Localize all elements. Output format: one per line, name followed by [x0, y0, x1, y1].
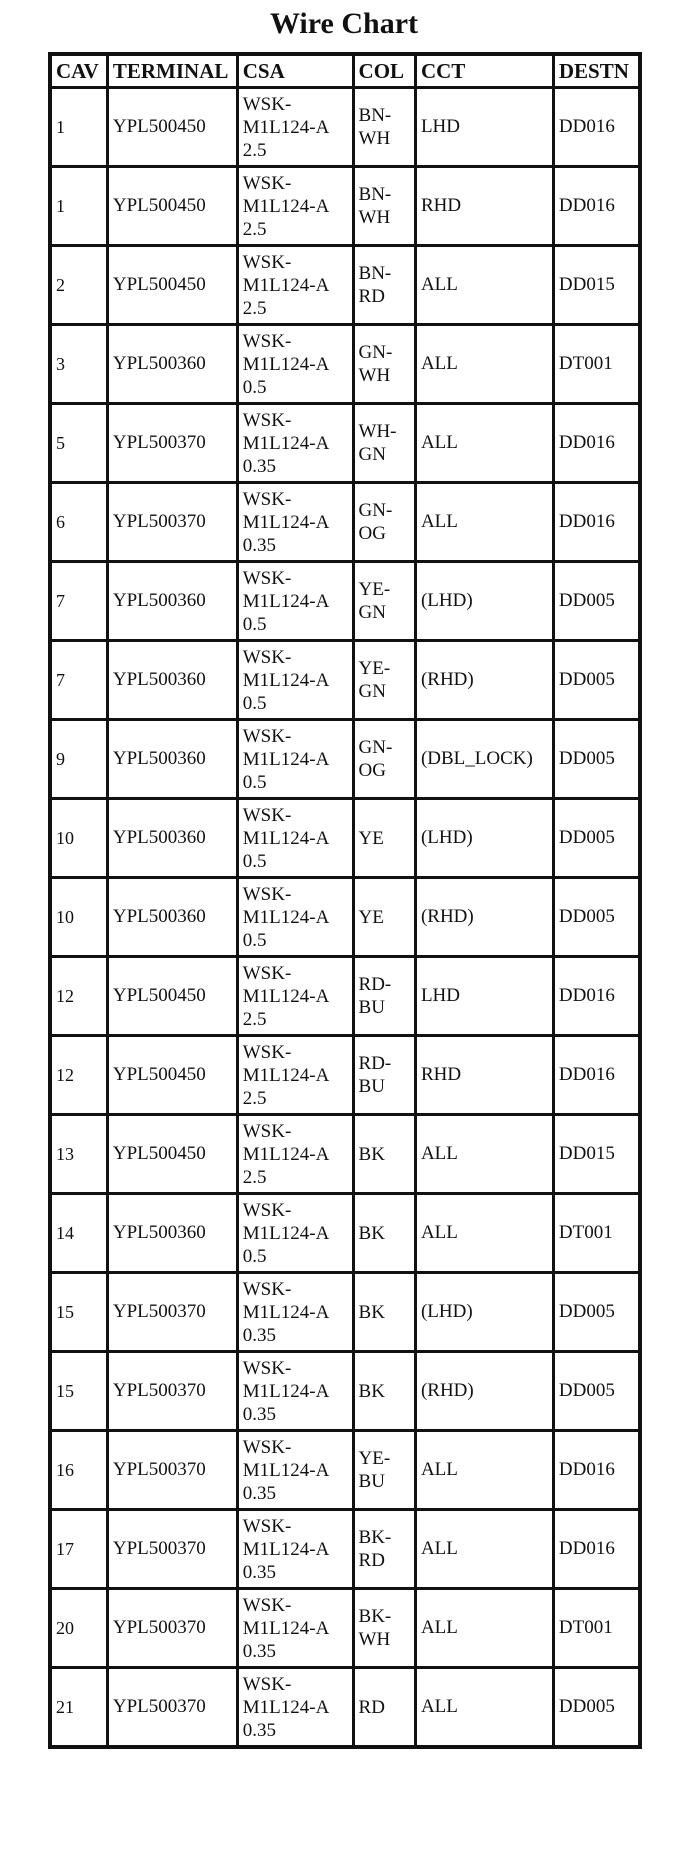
color-line: YE-	[358, 1448, 391, 1469]
color-cell	[353, 562, 415, 641]
color-cell	[353, 878, 415, 957]
color-cell	[353, 1036, 415, 1115]
csa-line: 2.5	[242, 1166, 267, 1188]
color-line: BU	[358, 997, 385, 1018]
terminal-cell: YPL500360	[107, 878, 237, 957]
color-cell	[353, 1510, 415, 1589]
circuit-cell: RHD	[415, 167, 553, 246]
csa-line: M1L124-A	[242, 985, 330, 1007]
header-terminal: TERMINAL	[107, 54, 237, 88]
circuit-cell: ALL	[415, 1115, 553, 1194]
table-row	[50, 1668, 640, 1748]
destination-cell: DD005	[553, 799, 640, 878]
cav-cell: 1	[50, 88, 107, 167]
csa-cell	[237, 1668, 353, 1748]
color-line: OG	[358, 523, 386, 544]
color-line: WH	[358, 365, 391, 386]
csa-line: M1L124-A	[242, 432, 330, 454]
circuit-cell: ALL	[415, 483, 553, 562]
csa-line: WSK-	[242, 804, 292, 826]
header-cav: CAV	[50, 54, 107, 88]
cav-cell: 12	[50, 957, 107, 1036]
cav-cell: 9	[50, 720, 107, 799]
csa-line: WSK-	[242, 1278, 292, 1300]
csa-line: 0.35	[242, 1561, 276, 1583]
circuit-cell: (LHD)	[415, 1273, 553, 1352]
csa-line: WSK-	[242, 1436, 292, 1458]
csa-cell	[237, 641, 353, 720]
color-cell	[353, 1194, 415, 1273]
circuit-cell: LHD	[415, 88, 553, 167]
csa-line: 0.35	[242, 534, 276, 556]
destination-cell: DD005	[553, 1668, 640, 1748]
circuit-cell: (LHD)	[415, 799, 553, 878]
terminal-cell: YPL500450	[107, 167, 237, 246]
color-cell	[353, 1431, 415, 1510]
color-line: RD	[358, 286, 385, 307]
circuit-cell: (LHD)	[415, 562, 553, 641]
csa-line: M1L124-A	[242, 1301, 330, 1323]
csa-cell	[237, 799, 353, 878]
circuit-cell: ALL	[415, 1194, 553, 1273]
color-line: BN-	[358, 105, 392, 126]
destination-cell: DD005	[553, 1273, 640, 1352]
csa-line: WSK-	[242, 646, 292, 668]
color-cell	[353, 1273, 415, 1352]
color-line: BK	[358, 1222, 385, 1244]
cav-cell: 21	[50, 1668, 107, 1748]
color-line: WH	[358, 1629, 391, 1650]
csa-line: WSK-	[242, 725, 292, 747]
header-csa: CSA	[237, 54, 353, 88]
color-line: GN	[358, 602, 386, 623]
csa-cell	[237, 562, 353, 641]
csa-line: M1L124-A	[242, 1459, 330, 1481]
circuit-cell: LHD	[415, 957, 553, 1036]
cav-cell: 14	[50, 1194, 107, 1273]
csa-cell	[237, 1589, 353, 1668]
csa-line: WSK-	[242, 1041, 292, 1063]
csa-line: WSK-	[242, 1515, 292, 1537]
csa-line: M1L124-A	[242, 1143, 330, 1165]
csa-line: 0.5	[242, 850, 267, 872]
circuit-cell: (RHD)	[415, 641, 553, 720]
table-header-row	[50, 54, 640, 88]
csa-line: 0.5	[242, 929, 267, 951]
color-line: BU	[358, 1471, 385, 1492]
csa-cell	[237, 878, 353, 957]
csa-line: M1L124-A	[242, 1380, 330, 1402]
destination-cell: DT001	[553, 1194, 640, 1273]
csa-line: 2.5	[242, 139, 267, 161]
csa-line: WSK-	[242, 883, 292, 905]
destination-cell: DD005	[553, 1352, 640, 1431]
destination-cell: DT001	[553, 325, 640, 404]
color-line: YE-	[358, 579, 391, 600]
table-row	[50, 957, 640, 1036]
color-line: RD	[358, 1696, 385, 1718]
destination-cell: DD016	[553, 1431, 640, 1510]
terminal-cell: YPL500370	[107, 483, 237, 562]
csa-line: WSK-	[242, 962, 292, 984]
csa-line: 2.5	[242, 218, 267, 240]
table-row	[50, 562, 640, 641]
color-cell	[353, 325, 415, 404]
csa-cell	[237, 1194, 353, 1273]
csa-line: M1L124-A	[242, 906, 330, 928]
table-row	[50, 799, 640, 878]
cav-cell: 15	[50, 1352, 107, 1431]
circuit-cell: (DBL_LOCK)	[415, 720, 553, 799]
destination-cell: DD016	[553, 1510, 640, 1589]
table-row	[50, 1431, 640, 1510]
destination-cell: DD016	[553, 167, 640, 246]
csa-line: WSK-	[242, 1120, 292, 1142]
csa-line: WSK-	[242, 488, 292, 510]
csa-cell	[237, 1352, 353, 1431]
circuit-cell: ALL	[415, 1668, 553, 1748]
color-line: YE-	[358, 658, 391, 679]
destination-cell: DD015	[553, 1115, 640, 1194]
color-cell	[353, 957, 415, 1036]
csa-line: M1L124-A	[242, 748, 330, 770]
color-line: GN-	[358, 500, 393, 521]
cav-cell: 6	[50, 483, 107, 562]
circuit-cell: ALL	[415, 325, 553, 404]
page-title: Wire Chart	[269, 7, 419, 40]
csa-line: WSK-	[242, 93, 292, 115]
color-line: BK	[358, 1301, 385, 1323]
csa-line: 0.5	[242, 613, 267, 635]
csa-line: WSK-	[242, 1357, 292, 1379]
cav-cell: 17	[50, 1510, 107, 1589]
color-cell	[353, 799, 415, 878]
cav-cell: 5	[50, 404, 107, 483]
destination-cell: DD016	[553, 483, 640, 562]
destination-cell: DD005	[553, 562, 640, 641]
csa-line: 0.5	[242, 692, 267, 714]
csa-line: 0.5	[242, 771, 267, 793]
color-line: WH	[358, 207, 391, 228]
cav-cell: 10	[50, 799, 107, 878]
color-line: BK-	[358, 1606, 392, 1627]
cav-cell: 2	[50, 246, 107, 325]
cav-cell: 3	[50, 325, 107, 404]
terminal-cell: YPL500370	[107, 1668, 237, 1748]
cav-cell: 10	[50, 878, 107, 957]
table-row	[50, 404, 640, 483]
color-cell	[353, 720, 415, 799]
color-cell	[353, 246, 415, 325]
color-cell	[353, 483, 415, 562]
csa-line: M1L124-A	[242, 590, 330, 612]
csa-line: WSK-	[242, 409, 292, 431]
color-line: YE	[358, 827, 384, 849]
destination-cell: DD015	[553, 246, 640, 325]
color-cell	[353, 1352, 415, 1431]
table-row	[50, 483, 640, 562]
csa-line: M1L124-A	[242, 1222, 330, 1244]
table-row	[50, 1589, 640, 1668]
csa-cell	[237, 1510, 353, 1589]
csa-line: 0.35	[242, 1482, 276, 1504]
csa-line: M1L124-A	[242, 669, 330, 691]
color-line: OG	[358, 760, 386, 781]
destination-cell: DT001	[553, 1589, 640, 1668]
table-row	[50, 1194, 640, 1273]
cav-cell: 16	[50, 1431, 107, 1510]
circuit-cell: ALL	[415, 1510, 553, 1589]
table-row	[50, 720, 640, 799]
table-row	[50, 641, 640, 720]
terminal-cell: YPL500370	[107, 1273, 237, 1352]
terminal-cell: YPL500450	[107, 1115, 237, 1194]
color-cell	[353, 167, 415, 246]
wire-chart-table	[48, 52, 642, 1749]
csa-line: M1L124-A	[242, 827, 330, 849]
cav-cell: 20	[50, 1589, 107, 1668]
csa-line: 0.35	[242, 1403, 276, 1425]
csa-cell	[237, 1273, 353, 1352]
table-row	[50, 88, 640, 167]
color-line: GN	[358, 681, 386, 702]
terminal-cell: YPL500360	[107, 325, 237, 404]
circuit-cell: ALL	[415, 1589, 553, 1668]
cav-cell: 1	[50, 167, 107, 246]
csa-line: 0.35	[242, 455, 276, 477]
color-line: GN-	[358, 737, 393, 758]
terminal-cell: YPL500450	[107, 246, 237, 325]
csa-line: WSK-	[242, 172, 292, 194]
table-row	[50, 167, 640, 246]
csa-line: M1L124-A	[242, 116, 330, 138]
csa-line: 0.5	[242, 1245, 267, 1267]
color-line: YE	[358, 906, 384, 928]
csa-line: 0.35	[242, 1719, 276, 1741]
circuit-cell: (RHD)	[415, 878, 553, 957]
csa-cell	[237, 720, 353, 799]
terminal-cell: YPL500360	[107, 641, 237, 720]
csa-cell	[237, 404, 353, 483]
circuit-cell: ALL	[415, 246, 553, 325]
csa-line: 0.35	[242, 1640, 276, 1662]
color-cell	[353, 1668, 415, 1748]
header-cct: CCT	[415, 54, 553, 88]
table-row	[50, 1273, 640, 1352]
color-cell	[353, 1589, 415, 1668]
csa-line: 2.5	[242, 297, 267, 319]
csa-line: M1L124-A	[242, 353, 330, 375]
cav-cell: 7	[50, 562, 107, 641]
color-cell	[353, 641, 415, 720]
csa-line: WSK-	[242, 1594, 292, 1616]
destination-cell: DD016	[553, 957, 640, 1036]
table-row	[50, 878, 640, 957]
destination-cell: DD016	[553, 1036, 640, 1115]
terminal-cell: YPL500360	[107, 720, 237, 799]
csa-cell	[237, 1431, 353, 1510]
cav-cell: 15	[50, 1273, 107, 1352]
circuit-cell: ALL	[415, 1431, 553, 1510]
color-line: BK	[358, 1380, 385, 1402]
circuit-cell: (RHD)	[415, 1352, 553, 1431]
terminal-cell: YPL500370	[107, 1352, 237, 1431]
circuit-cell: ALL	[415, 404, 553, 483]
csa-cell	[237, 1036, 353, 1115]
csa-line: WSK-	[242, 330, 292, 352]
csa-line: M1L124-A	[242, 1696, 330, 1718]
color-line: GN-	[358, 342, 393, 363]
destination-cell: DD005	[553, 641, 640, 720]
csa-line: 2.5	[242, 1087, 267, 1109]
color-line: RD-	[358, 1053, 392, 1074]
cav-cell: 7	[50, 641, 107, 720]
csa-line: 0.35	[242, 1324, 276, 1346]
header-col: COL	[353, 54, 415, 88]
table-body	[50, 88, 640, 1748]
csa-cell	[237, 325, 353, 404]
table-row	[50, 1036, 640, 1115]
csa-cell	[237, 483, 353, 562]
color-line: RD-	[358, 974, 392, 995]
csa-cell	[237, 957, 353, 1036]
destination-cell: DD016	[553, 88, 640, 167]
table-row	[50, 1115, 640, 1194]
header-destn: DESTN	[553, 54, 640, 88]
csa-line: WSK-	[242, 251, 292, 273]
cav-cell: 13	[50, 1115, 107, 1194]
color-line: WH	[358, 128, 391, 149]
terminal-cell: YPL500370	[107, 1510, 237, 1589]
terminal-cell: YPL500360	[107, 1194, 237, 1273]
table-row	[50, 246, 640, 325]
terminal-cell: YPL500370	[107, 1431, 237, 1510]
destination-cell: DD016	[553, 404, 640, 483]
color-cell	[353, 88, 415, 167]
csa-line: M1L124-A	[242, 1064, 330, 1086]
csa-line: M1L124-A	[242, 511, 330, 533]
terminal-cell: YPL500370	[107, 1589, 237, 1668]
color-line: BU	[358, 1076, 385, 1097]
color-line: RD	[358, 1550, 385, 1571]
csa-line: WSK-	[242, 1199, 292, 1221]
csa-line: 2.5	[242, 1008, 267, 1030]
terminal-cell: YPL500360	[107, 562, 237, 641]
color-line: GN	[358, 444, 386, 465]
csa-line: M1L124-A	[242, 195, 330, 217]
color-cell	[353, 1115, 415, 1194]
terminal-cell: YPL500450	[107, 88, 237, 167]
terminal-cell: YPL500450	[107, 1036, 237, 1115]
terminal-cell: YPL500370	[107, 404, 237, 483]
color-line: BK	[358, 1143, 385, 1165]
csa-line: M1L124-A	[242, 1538, 330, 1560]
color-line: BN-	[358, 263, 392, 284]
table-row	[50, 325, 640, 404]
cav-cell: 12	[50, 1036, 107, 1115]
table-row	[50, 1352, 640, 1431]
csa-line: WSK-	[242, 567, 292, 589]
destination-cell: DD005	[553, 720, 640, 799]
table-row	[50, 1510, 640, 1589]
color-cell	[353, 404, 415, 483]
circuit-cell: RHD	[415, 1036, 553, 1115]
terminal-cell: YPL500360	[107, 799, 237, 878]
color-line: BN-	[358, 184, 392, 205]
csa-cell	[237, 167, 353, 246]
csa-cell	[237, 88, 353, 167]
csa-cell	[237, 1115, 353, 1194]
csa-line: WSK-	[242, 1673, 292, 1695]
color-line: WH-	[358, 421, 397, 442]
csa-line: M1L124-A	[242, 1617, 330, 1639]
csa-line: M1L124-A	[242, 274, 330, 296]
color-line: BK-	[358, 1527, 392, 1548]
terminal-cell: YPL500450	[107, 957, 237, 1036]
csa-line: 0.5	[242, 376, 267, 398]
csa-cell	[237, 246, 353, 325]
destination-cell: DD005	[553, 878, 640, 957]
